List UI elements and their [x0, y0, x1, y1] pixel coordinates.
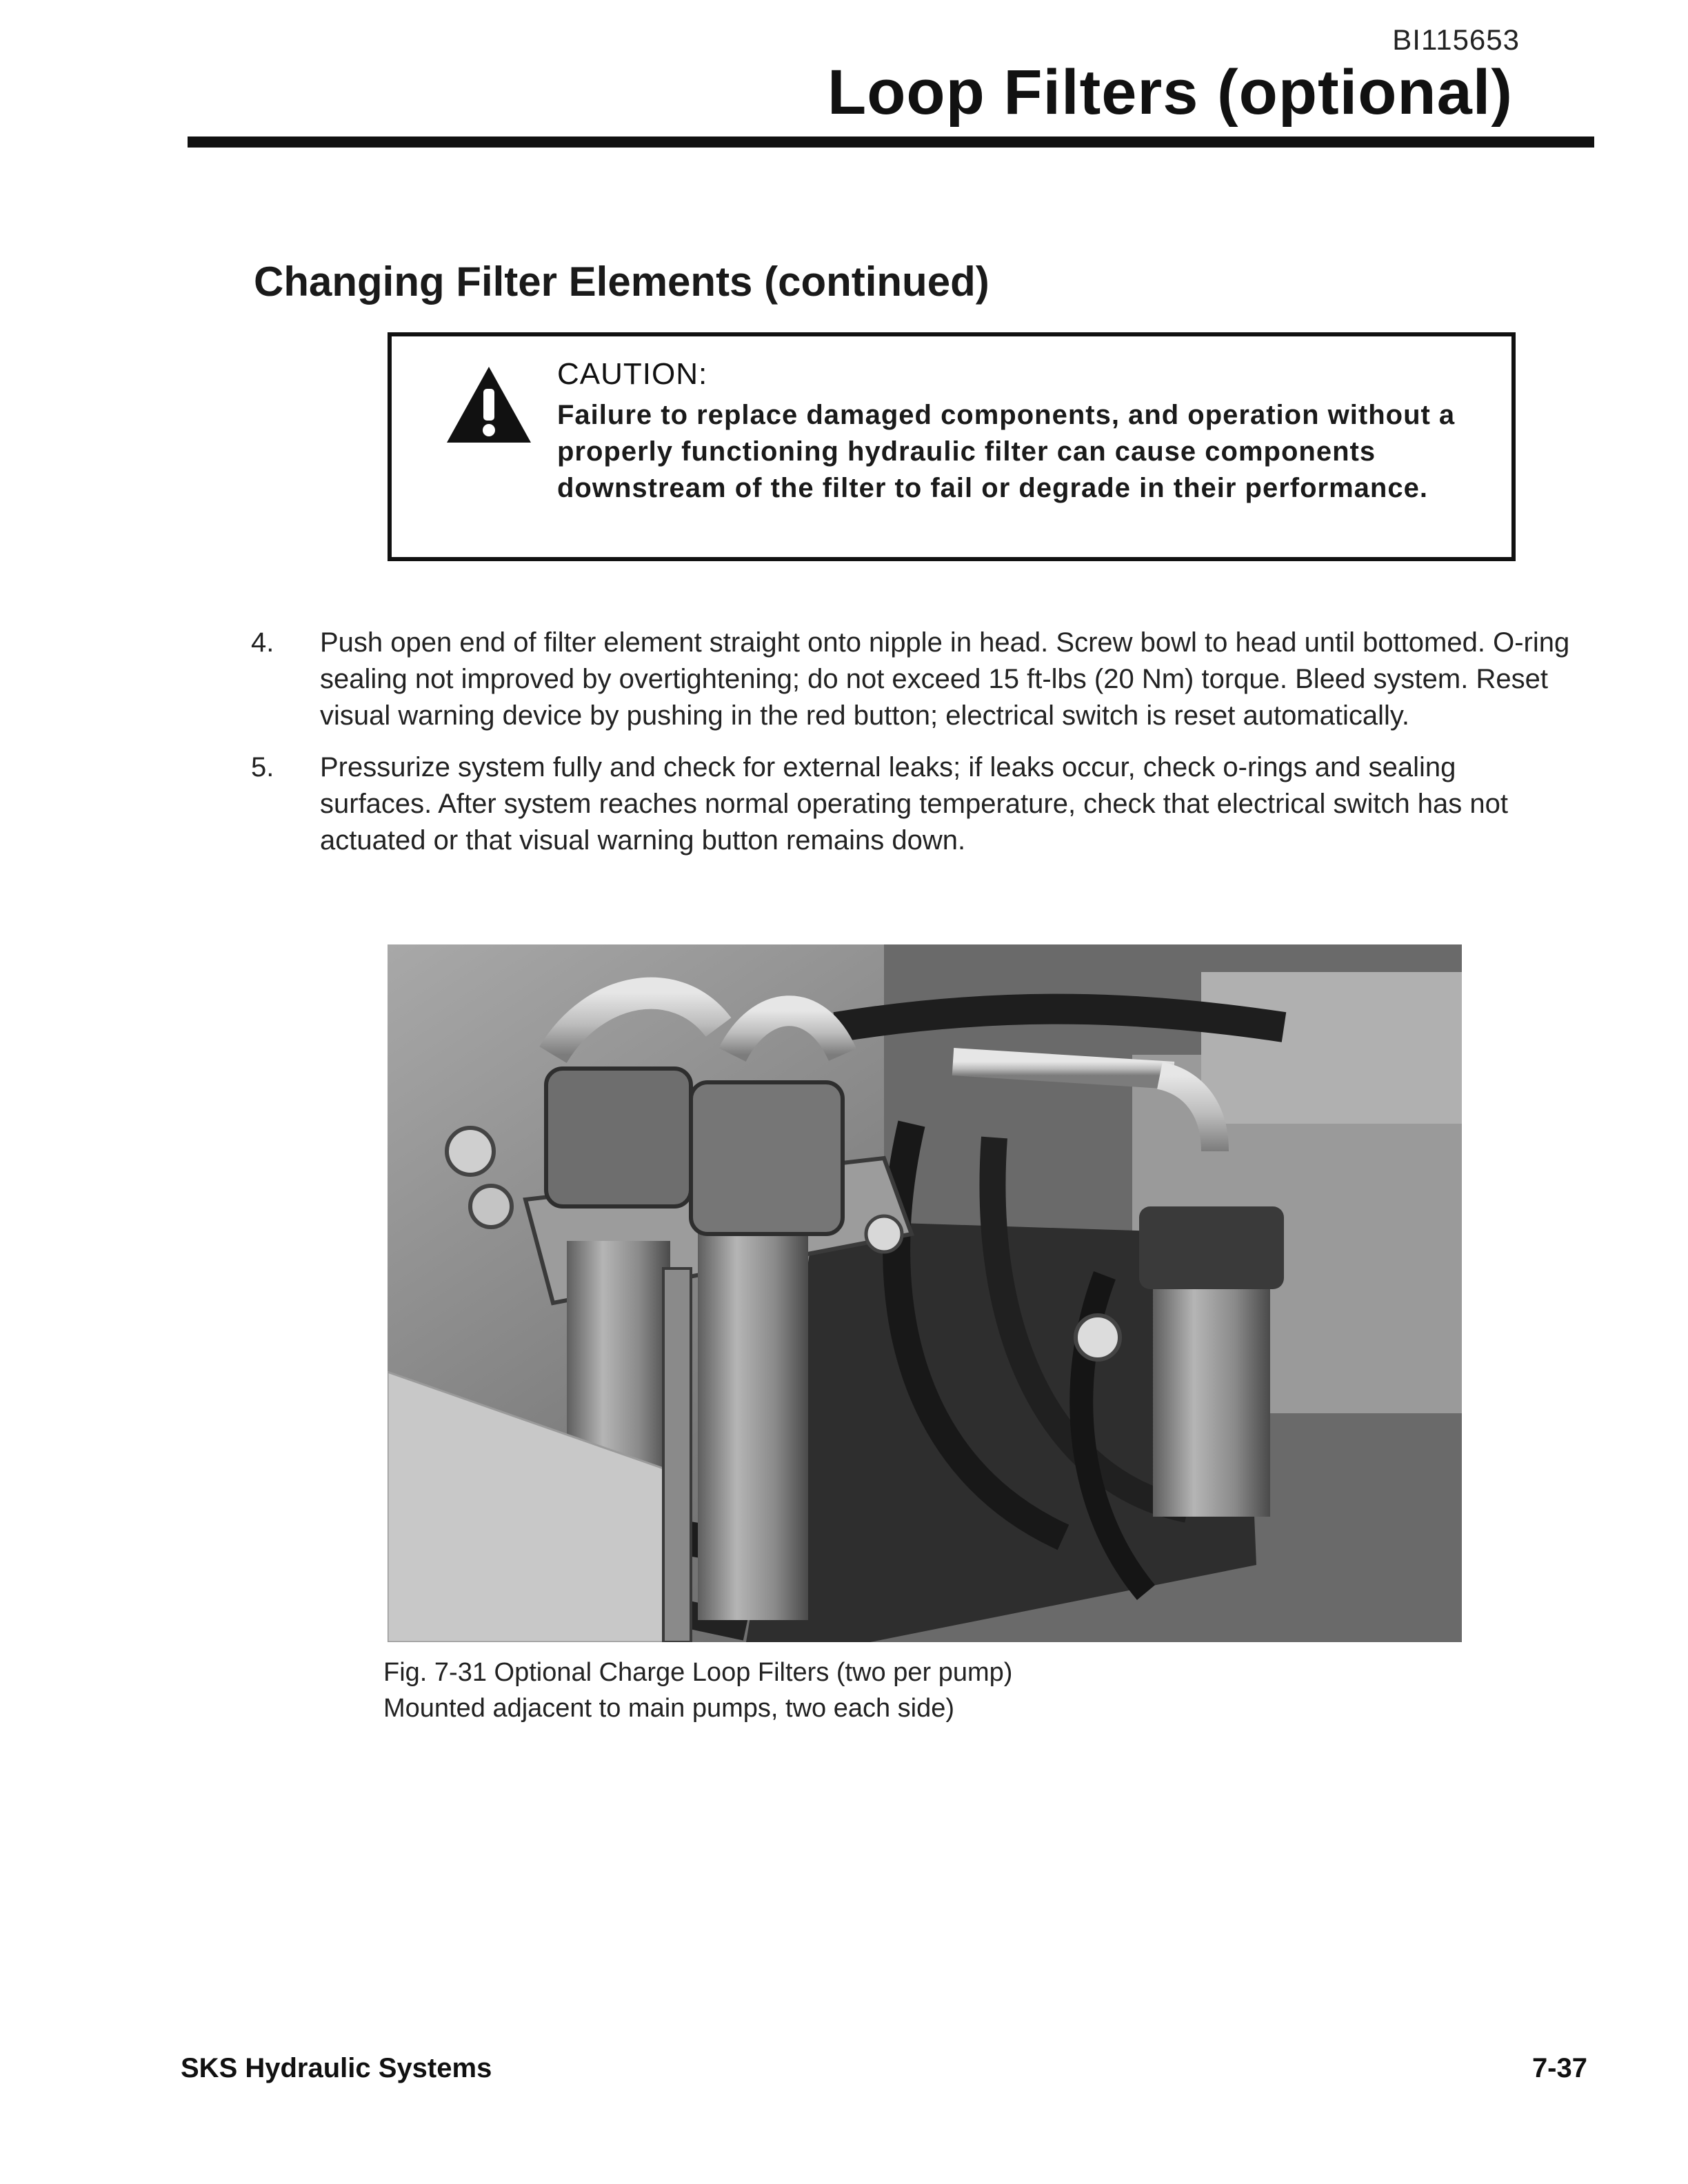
figure-caption: [383, 1655, 1012, 1726]
page-number: 7-37: [1531, 2053, 1587, 2083]
list-item: [251, 625, 1575, 734]
title-rule: [188, 136, 1594, 148]
warning-triangle-icon: [444, 364, 534, 445]
caution-box: [388, 332, 1516, 561]
filter-assembly-photo: [388, 944, 1462, 1642]
figure-photo: [388, 944, 1462, 1642]
caution-text: Failure to replace damaged components, and operation without a properly functioning hydraulic filter can cause components downstream of the filter to fail or degrade in their performance.: [557, 400, 1456, 503]
steps-list: [251, 625, 1575, 874]
caption-line-2: Mounted adjacent to main pumps, two each side): [383, 1694, 955, 1723]
caption-line-1: Fig. 7-31 Optional Charge Loop Filters (two per pump): [383, 1658, 1013, 1687]
caution-title: CAUTION:: [557, 357, 708, 391]
step-text: Pressurize system fully and check for external leaks; if leaks occur, check o-rings and sealing surfaces. After system reaches normal operating temperature, check that electrical switch has not actuated or that visual warning button remains down.: [320, 752, 1509, 856]
list-item: [251, 749, 1575, 859]
step-number: 5.: [251, 752, 274, 782]
page-title: Loop Filters (optional): [827, 57, 1513, 128]
footer-left: SKS Hydraulic Systems: [181, 2053, 492, 2083]
doc-id: BI115653: [1392, 23, 1520, 56]
step-number: 4.: [251, 627, 274, 658]
step-text: Push open end of filter element straight onto nipple in head. Screw bowl to head until bottomed. O-ring sealing not improved by overtightening; do not exceed 15 ft-lbs (20 Nm) torque. Bleed system. Reset visual warning device by pushing in the red button; electrical switch is reset automatically.: [320, 627, 1570, 731]
section-heading: Changing Filter Elements (continued): [254, 259, 989, 305]
